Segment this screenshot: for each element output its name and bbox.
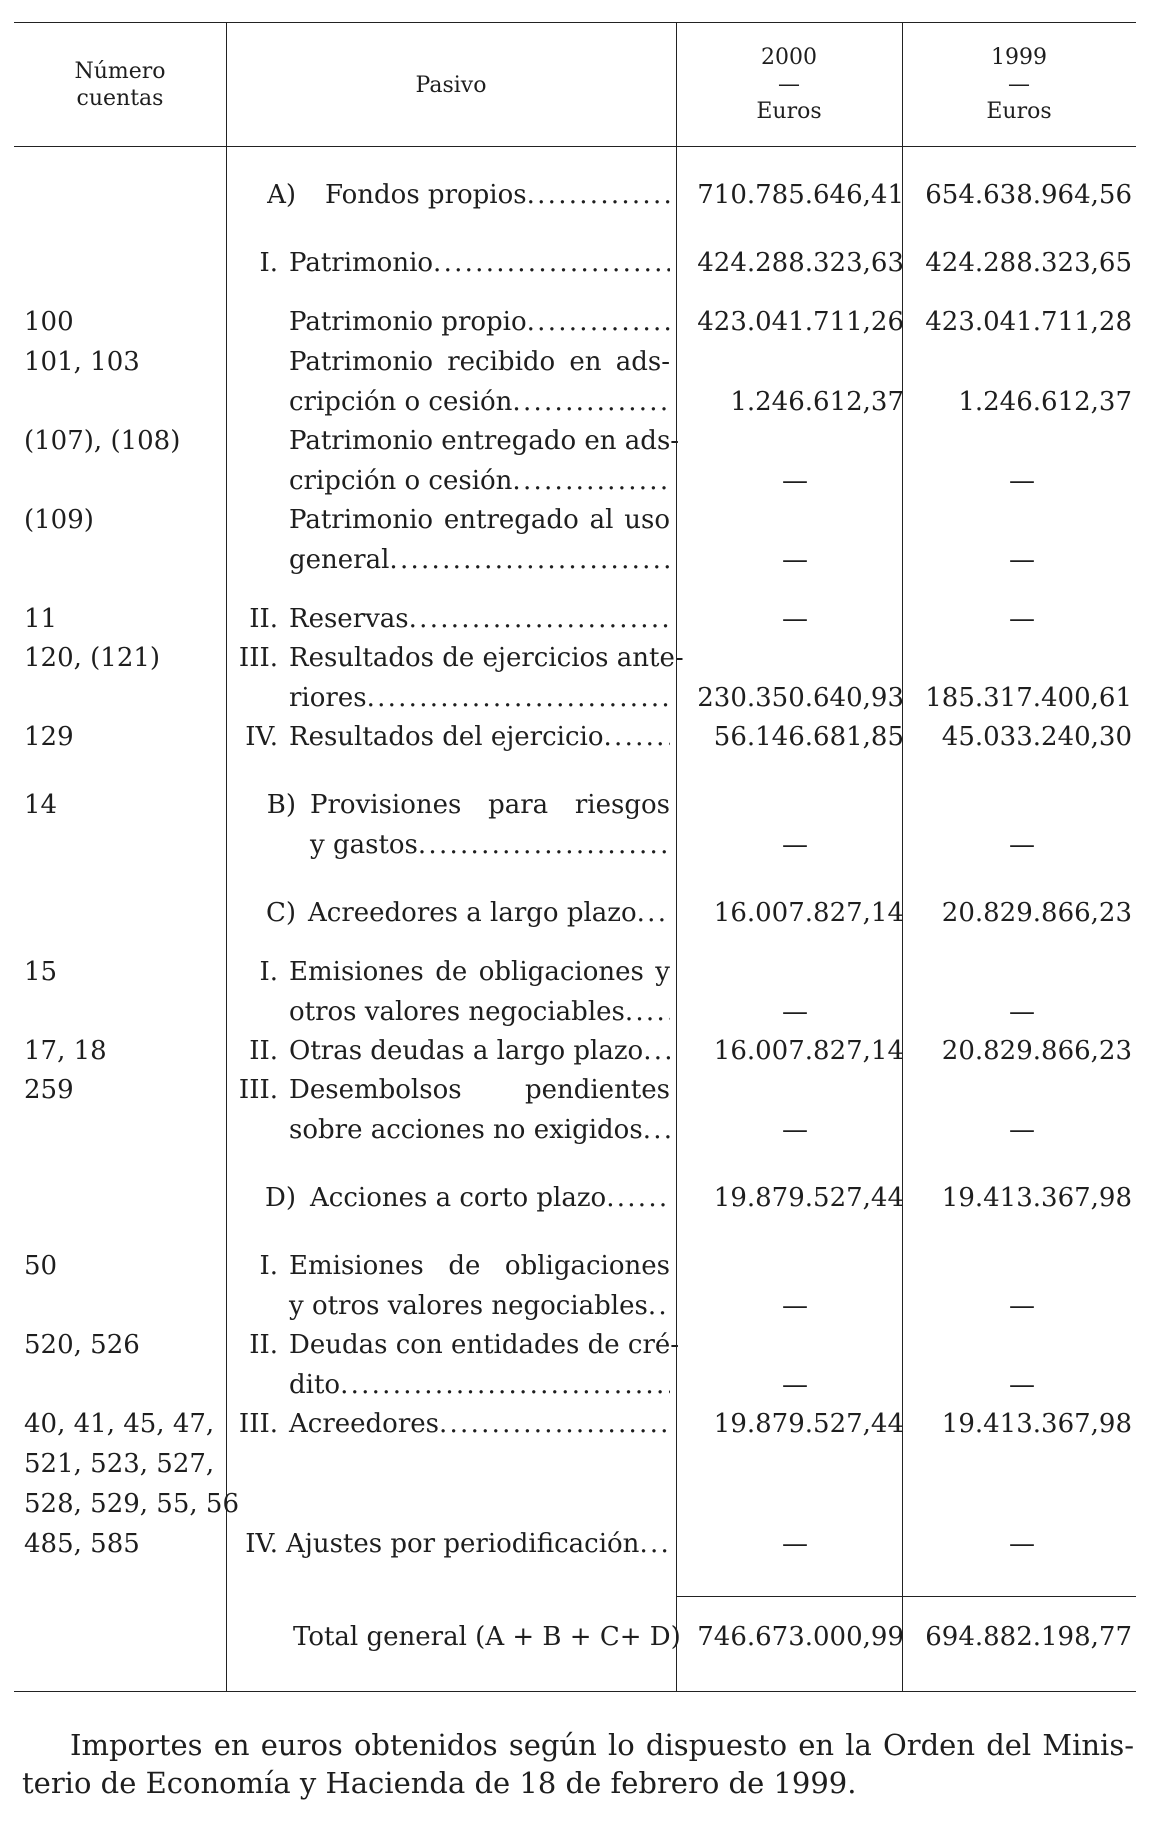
header-pasivo: Pasivo [415,73,487,98]
row-iii-text1: Resultados de ejercicios ante- [289,643,684,673]
row-cii-text: Otras deudas a largo plazo . . . [289,1031,670,1071]
row-ci-text2: otros valores negociables . . . [289,992,670,1032]
row-div-account: 485, 585 [24,1529,140,1559]
table-bottom-rule [14,1691,1136,1692]
header-1999 [902,44,1136,125]
row-ii-2000: — [782,604,808,634]
row-iii-roman: III. [238,643,278,673]
footnote-line1: Importes en euros obtenidos según lo dispuesto en la Orden del Minis- [70,1728,1134,1762]
row-ciii-text2: sobre acciones no exigidos . . . [289,1110,670,1150]
row-ci-account: 15 [24,957,58,987]
row-b-2000: — [782,830,808,860]
footnote-line2: terio de Economía y Hacienda de 18 de febrero de 1999. [22,1766,857,1800]
row-cii-1999: 20.829.866,23 [941,1036,1132,1066]
row-d-1999: 19.413.367,98 [941,1183,1132,1213]
row-pe-1999: — [1009,466,1035,496]
row-pe-account: (107), (108) [24,426,181,456]
row-dii-account: 520, 526 [24,1330,140,1360]
header-1999-sep: — [1008,72,1030,97]
row-pr-account: 101, 103 [24,347,140,377]
row-d-2000: 19.879.527,44 [713,1183,904,1213]
row-c-2000: 16.007.827,14 [713,898,904,928]
row-diii-roman: III. [238,1409,278,1439]
row-dii-2000: — [782,1370,808,1400]
row-di-text1: Emisiones de obligaciones [289,1251,670,1281]
row-b-account: 14 [24,790,58,820]
row-div-2000: — [782,1529,808,1559]
row-d-text: Acciones a corto plazo . . . [310,1178,670,1218]
row-di-2000: — [782,1291,808,1321]
row-iv-2000: 56.146.681,85 [713,722,904,752]
row-pp-text: Patrimonio propio . . . [289,302,670,342]
row-div-text: Ajustes por periodificación . . . [286,1524,670,1564]
row-iii-2000: 230.350.640,93 [697,683,904,713]
row-ii-account: 11 [24,604,58,634]
row-i-roman: I. [259,248,278,278]
row-di-text2: y otros valores negociables . . . [289,1286,670,1326]
header-1999-year: 1999 [991,45,1047,70]
row-diii-text: Acreedores . . . [289,1404,670,1444]
row-c-1999: 20.829.866,23 [941,898,1132,928]
row-ii-text: Reservas . . . [289,599,670,639]
row-pp-account: 100 [24,307,74,337]
row-cii-roman: II. [249,1036,278,1066]
row-dii-text1: Deudas con entidades de cré- [289,1330,680,1360]
header-2000 [676,44,902,125]
row-iii-1999: 185.317.400,61 [925,683,1132,713]
row-a-text: Fondos propios . . . [325,175,670,215]
row-pe-text1: Patrimonio entregado en ads- [289,426,680,456]
row-cii-2000: 16.007.827,14 [713,1036,904,1066]
row-ciii-text1: Desembolsos pendientes [289,1075,670,1105]
row-i-1999: 424.288.323,65 [925,248,1132,278]
row-dii-roman: II. [249,1330,278,1360]
table-top-rule [14,22,1136,23]
row-pe-text2: cripción o cesión . . . [289,461,670,501]
row-pp-2000: 423.041.711,26 [697,307,904,337]
row-ciii-2000: — [782,1115,808,1145]
row-pu-1999: — [1009,545,1035,575]
row-ciii-account: 259 [24,1075,74,1105]
row-pe-2000: — [782,466,808,496]
row-b-1999: — [1009,830,1035,860]
total-rule [676,1596,1136,1597]
row-pu-text1: Patrimonio entregado al uso [289,505,670,535]
header-2000-unit: Euros [756,99,822,124]
row-total-2000: 746.673.000,99 [697,1622,904,1652]
column-divider-1 [226,22,227,1692]
row-iii-text2: riores . . . [289,678,670,718]
row-iv-account: 129 [24,722,74,752]
row-pp-1999: 423.041.711,28 [925,307,1132,337]
row-pr-1999: 1.246.612,37 [958,387,1132,417]
header-accounts-line2: cuentas [76,86,164,111]
row-ci-roman: I. [259,957,278,987]
row-pr-text2: cripción o cesión . . . [289,382,670,422]
row-di-roman: I. [259,1251,278,1281]
row-cii-account: 17, 18 [24,1036,107,1066]
row-pr-2000: 1.246.612,37 [730,387,904,417]
row-b-text1: Provisiones para riesgos [310,790,670,820]
row-ciii-roman: III. [238,1075,278,1105]
row-di-1999: — [1009,1291,1035,1321]
row-i-text: Patrimonio . . . [289,243,670,283]
row-diii-account2: 521, 523, 527, [24,1449,215,1479]
row-pu-text2: general . . . [289,540,670,580]
row-pu-2000: — [782,545,808,575]
header-1999-unit: Euros [986,99,1052,124]
row-pr-text1: Patrimonio recibido en ads- [289,347,670,377]
row-ii-1999: — [1009,604,1035,634]
row-pu-account: (109) [24,505,94,535]
row-i-2000: 424.288.323,63 [697,248,904,278]
row-c-label: C) [265,898,296,928]
row-diii-account1: 40, 41, 45, 47, [24,1409,215,1439]
header-2000-year: 2000 [761,45,817,70]
row-ciii-1999: — [1009,1115,1035,1145]
row-a-1999: 654.638.964,56 [925,180,1132,210]
row-div-1999: — [1009,1529,1035,1559]
row-di-account: 50 [24,1251,58,1281]
header-accounts [14,58,226,112]
row-total-1999: 694.882.198,77 [925,1622,1132,1652]
column-divider-2 [676,22,677,1692]
header-bottom-rule [14,146,1136,147]
row-b-text2: y gastos . . . [310,825,670,865]
header-2000-sep: — [778,72,800,97]
row-total-text: Total general (A + B + C+ D) [293,1622,681,1652]
row-iv-text: Resultados del ejercicio . . . [289,717,670,757]
row-iv-1999: 45.033.240,30 [941,722,1132,752]
row-a-label: A) [267,180,296,210]
row-ci-text1: Emisiones de obligaciones y [289,957,670,987]
row-b-label: B) [266,790,296,820]
row-ci-1999: — [1009,997,1035,1027]
row-ii-roman: II. [249,604,278,634]
row-iii-account: 120, (121) [24,643,161,673]
header-accounts-line1: Número [74,59,166,84]
row-dii-1999: — [1009,1370,1035,1400]
row-diii-2000: 19.879.527,44 [713,1409,904,1439]
row-diii-account3: 528, 529, 55, 56 [24,1489,240,1519]
row-diii-1999: 19.413.367,98 [941,1409,1132,1439]
row-c-text: Acreedores a largo plazo . . . [308,893,670,933]
row-ci-2000: — [782,997,808,1027]
row-a-2000: 710.785.646,41 [697,180,904,210]
row-dii-text2: dito . . . [289,1365,670,1405]
row-iv-roman: IV. [245,722,278,752]
row-d-label: D) [265,1183,296,1213]
row-div-roman: IV. [245,1529,278,1559]
